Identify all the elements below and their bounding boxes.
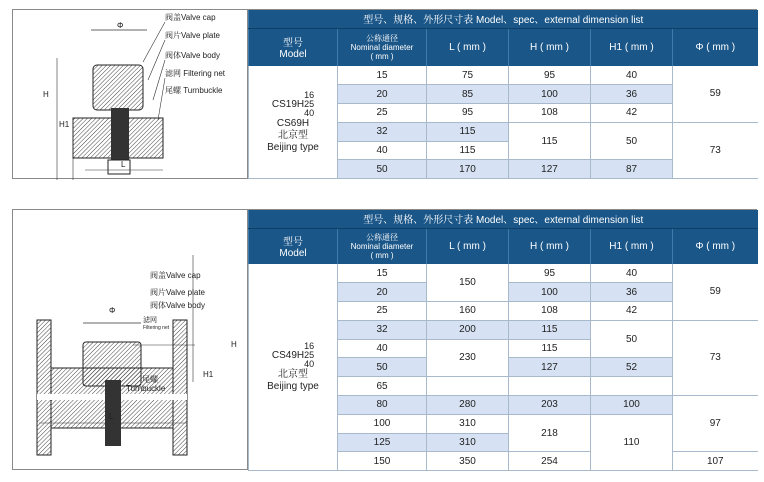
h1-cell: 40 bbox=[591, 264, 673, 283]
dn-cell: 20 bbox=[338, 85, 427, 104]
valve-cap-label: 阀盖Valve cap bbox=[150, 271, 201, 280]
l-dimension-label: L bbox=[109, 412, 114, 421]
phi-cell: 107 bbox=[673, 452, 758, 471]
dn-cell: 80 bbox=[338, 396, 427, 415]
dn-cell: 25 bbox=[338, 302, 427, 321]
h-cell: 218 bbox=[509, 414, 591, 452]
l-cell: 115 bbox=[427, 141, 509, 160]
phi-dimension-label: Φ bbox=[109, 306, 116, 315]
h1-cell: 87 bbox=[591, 160, 673, 179]
dn-cell: 125 bbox=[338, 433, 427, 452]
dn-cell: 25 bbox=[338, 104, 427, 123]
phi-cell: 97 bbox=[673, 396, 758, 452]
header-h: H ( mm ) bbox=[509, 228, 591, 264]
l-cell: 280 bbox=[427, 396, 509, 415]
h-dimension-label: H bbox=[43, 90, 49, 99]
model-cell: CS19H16 25 40 CS69H 北京型 Beijing type bbox=[249, 66, 338, 179]
dn-cell: 100 bbox=[338, 414, 427, 433]
phi-cell: 73 bbox=[673, 122, 758, 178]
model-cell: CS49H16 25 40 北京型 Beijing type bbox=[249, 264, 338, 471]
l-cell: 160 bbox=[427, 302, 509, 321]
dn-cell: 40 bbox=[338, 141, 427, 160]
h1-dimension-label: H1 bbox=[203, 370, 214, 379]
header-h1: H1 ( mm ) bbox=[591, 228, 673, 264]
h1-cell: 40 bbox=[591, 66, 673, 85]
h-cell: 95 bbox=[509, 264, 591, 283]
h1-cell: 42 bbox=[591, 104, 673, 123]
h-cell: 95 bbox=[509, 66, 591, 85]
phi-dimension-label: Φ bbox=[117, 21, 124, 30]
header-phi: Φ ( mm ) bbox=[673, 28, 758, 66]
h-cell: 108 bbox=[509, 104, 591, 123]
table-row bbox=[249, 66, 758, 85]
h1-cell: 42 bbox=[591, 302, 673, 321]
header-l: L ( mm ) bbox=[427, 228, 509, 264]
dimension-table-cs49h bbox=[248, 210, 758, 471]
header-h1: H1 ( mm ) bbox=[591, 28, 673, 66]
filtering-net-label: 滤网 Filtering net bbox=[165, 69, 226, 78]
valve-drawing-threaded bbox=[13, 10, 248, 178]
phi-cell: 73 bbox=[673, 320, 758, 395]
l-cell: 170 bbox=[427, 160, 509, 179]
header-phi: Φ ( mm ) bbox=[673, 228, 758, 264]
h1-cell: 100 bbox=[591, 396, 673, 415]
valve-drawing-flanged bbox=[13, 210, 248, 469]
valve-body-label: 阀体Valve body bbox=[150, 301, 205, 310]
h-cell: 108 bbox=[509, 302, 591, 321]
turnbuckle-label: 尾螺 Turnbuckle bbox=[165, 86, 223, 95]
h-cell: 115 bbox=[509, 122, 591, 160]
l-cell: 75 bbox=[427, 66, 509, 85]
table-title: 型号、规格、外形尺寸表 Model、spec、external dimension list bbox=[249, 210, 758, 228]
h-cell-empty bbox=[509, 377, 591, 396]
h-cell: 127 bbox=[509, 358, 591, 377]
l-cell: 115 bbox=[427, 122, 509, 141]
dn-cell: 15 bbox=[338, 66, 427, 85]
l-cell: 85 bbox=[427, 85, 509, 104]
h1-cell: 36 bbox=[591, 85, 673, 104]
valve-body-label: 阀体Valve body bbox=[165, 51, 220, 60]
h1-cell: 52 bbox=[591, 358, 673, 377]
dimension-table-cs19h bbox=[248, 10, 758, 179]
dn-cell: 15 bbox=[338, 264, 427, 283]
h-cell: 100 bbox=[509, 283, 591, 302]
l-cell-empty bbox=[427, 377, 509, 396]
h1-cell: 110 bbox=[591, 414, 673, 470]
dn-cell: 65 bbox=[338, 377, 427, 396]
l-dimension-label: L bbox=[121, 160, 126, 169]
dn-cell: 20 bbox=[338, 283, 427, 302]
header-h: H ( mm ) bbox=[509, 28, 591, 66]
l-cell: 350 bbox=[427, 452, 509, 471]
h1-cell: 36 bbox=[591, 283, 673, 302]
h-cell: 115 bbox=[509, 339, 591, 358]
header-nominal-diameter: 公称通径 Nominal diameter ( mm ) bbox=[338, 28, 427, 66]
phi-cell: 59 bbox=[673, 264, 758, 320]
h-cell: 115 bbox=[509, 320, 591, 339]
valve-plate-label: 阀片Valve plate bbox=[150, 288, 205, 297]
header-nominal-diameter: 公称通径 Nominal diameter ( mm ) bbox=[338, 228, 427, 264]
valve-cap-label: 阀盖Valve cap bbox=[165, 13, 216, 22]
h-cell: 254 bbox=[509, 452, 591, 471]
h1-dimension-label: H1 bbox=[59, 120, 70, 129]
h-cell: 203 bbox=[509, 396, 591, 415]
l-cell: 230 bbox=[427, 339, 509, 377]
header-model: 型号 Model bbox=[249, 228, 338, 264]
h1-cell-empty bbox=[591, 377, 673, 396]
h-dimension-label: H bbox=[231, 340, 237, 349]
h-cell: 100 bbox=[509, 85, 591, 104]
dn-cell: 50 bbox=[338, 358, 427, 377]
spec-panel-cs19h bbox=[12, 9, 757, 179]
h1-cell: 50 bbox=[591, 320, 673, 358]
h1-cell: 50 bbox=[591, 122, 673, 160]
filtering-net-label: 滤网 Filtering net bbox=[143, 317, 170, 331]
header-l: L ( mm ) bbox=[427, 28, 509, 66]
table-title: 型号、规格、外形尺寸表 Model、spec、external dimension list bbox=[249, 10, 758, 28]
spec-panel-cs49h bbox=[12, 209, 757, 470]
l-cell: 200 bbox=[427, 320, 509, 339]
l-cell: 150 bbox=[427, 264, 509, 302]
flanged-valve-cross-section-icon bbox=[13, 210, 248, 471]
dn-cell: 32 bbox=[338, 320, 427, 339]
phi-cell: 59 bbox=[673, 66, 758, 122]
h-cell: 127 bbox=[509, 160, 591, 179]
l-cell: 95 bbox=[427, 104, 509, 123]
table-row bbox=[249, 264, 758, 283]
dn-cell: 40 bbox=[338, 339, 427, 358]
l-cell: 310 bbox=[427, 414, 509, 433]
dn-cell: 32 bbox=[338, 122, 427, 141]
dn-cell: 50 bbox=[338, 160, 427, 179]
header-model: 型号 Model bbox=[249, 28, 338, 66]
l-cell: 310 bbox=[427, 433, 509, 452]
dn-cell: 150 bbox=[338, 452, 427, 471]
valve-plate-label: 阀片Valve plate bbox=[165, 31, 220, 40]
turnbuckle-label: 尾螺 Turnbuckle bbox=[126, 375, 166, 393]
